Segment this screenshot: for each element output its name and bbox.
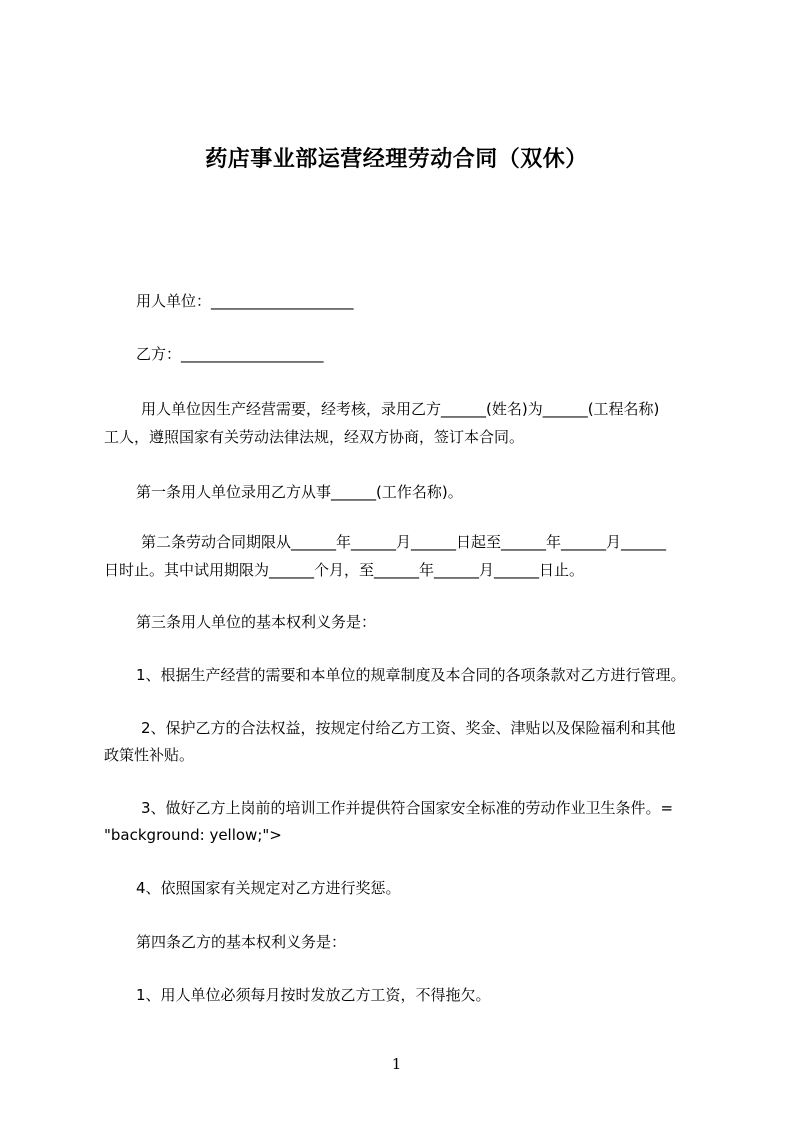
article-4-heading: 第四条乙方的基本权利义务是：	[136, 933, 347, 951]
article-3-item-2-line-2: 政策性补贴。	[104, 746, 195, 764]
document-title: 药店事业部运营经理劳动合同（双休）	[205, 147, 588, 172]
employer-line: 用人单位：___________________	[136, 292, 354, 310]
preamble-line-1: 用人单位因生产经营需要，经考核，录用乙方______(姓名)为______(工程名称)	[141, 400, 660, 418]
article-3-item-1: 1、根据生产经营的需要和本单位的规章制度及本合同的各项条款对乙方进行管理。	[136, 666, 686, 684]
article-3-item-3-line-2: "background: yellow;">	[104, 826, 282, 844]
page-number: 1	[391, 1055, 402, 1073]
party-b-line: 乙方：___________________	[136, 345, 324, 363]
article-3-item-3-line-1: 3、做好乙方上岗前的培训工作并提供符合国家安全标准的劳动作业卫生条件。=	[141, 799, 674, 817]
article-4-item-1: 1、用人单位必须每月按时发放乙方工资，不得拖欠。	[136, 986, 491, 1004]
article-3-item-2-line-1: 2、保护乙方的合法权益，按规定付给乙方工资、奖金、津贴以及保险福利和其他	[141, 719, 676, 737]
article-1: 第一条用人单位录用乙方从事______(工作名称)。	[136, 483, 463, 501]
article-3-item-4: 4、依照国家有关规定对乙方进行奖惩。	[136, 879, 401, 897]
preamble-line-2: 工人，遵照国家有关劳动法律法规，经双方协商，签订本合同。	[104, 428, 525, 446]
article-2-line-1: 第二条劳动合同期限从______年______月______日起至______年______月______	[141, 533, 667, 551]
article-3-heading: 第三条用人单位的基本权利义务是：	[136, 613, 377, 631]
article-2-line-2: 日时止。其中试用期限为______个月，至______年______月______日止。	[104, 561, 585, 579]
